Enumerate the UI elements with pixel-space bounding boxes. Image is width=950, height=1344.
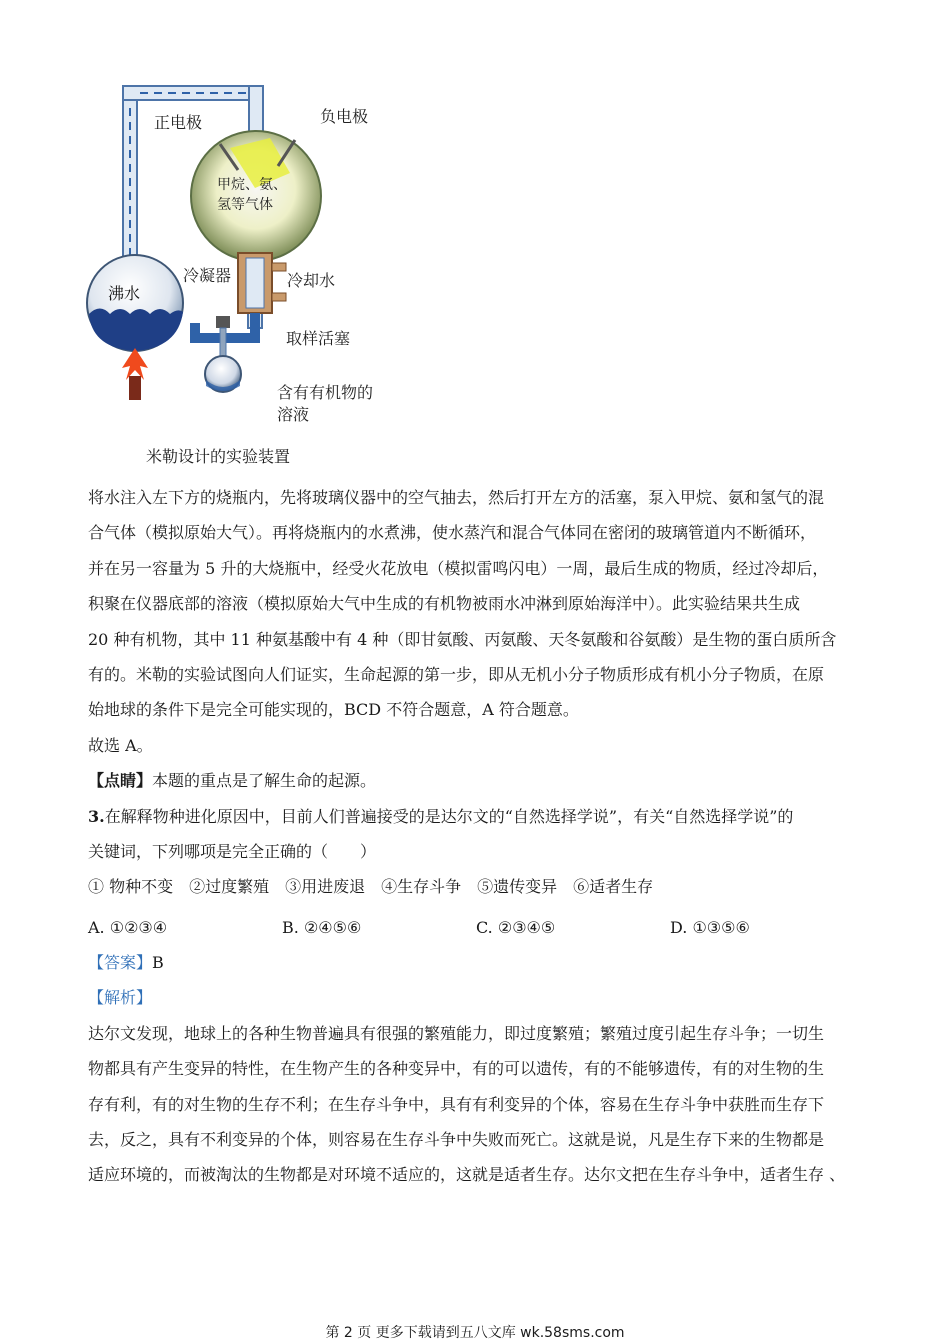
gas-label-line1: 甲烷、氨、: [217, 177, 287, 193]
paragraph-line: 有的。米勒的实验试图向人们证实，生命起源的第一步，即从无机小分子物质形成有机小分子物质，在原: [88, 664, 825, 684]
paragraph-line: 20 种有机物，其中 11 种氨基酸中有 4 种（即甘氨酸、丙氨酸、天冬氨酸和谷氨酸）是生物的蛋白质所含: [88, 629, 837, 649]
paragraph-line: 合气体（模拟原始大气）。再将烧瓶内的水煮沸，使水蒸汽和混合气体同在密闭的玻璃管道内不断循环，: [88, 523, 817, 543]
figure-caption: 米勒设计的实验装置: [146, 447, 291, 466]
analysis-tag: 【解析】: [88, 988, 153, 1008]
analysis-line: 物都具有产生变异的特性，在生物产生的各种变异中，有的可以遗传，有的不能够遗传，有的对生物的生: [88, 1059, 825, 1079]
analysis-line: 达尔文发现，地球上的各种生物普遍具有很强的繁殖能力，即过度繁殖；繁殖过度引起生存斗争；一切生: [88, 1023, 825, 1043]
comment-text: 本题的重点是了解生命的起源。: [152, 771, 377, 791]
answer-section: [88, 945, 868, 1193]
option-letter: D.: [670, 918, 688, 937]
option-d: [670, 918, 750, 937]
analysis-line: 去，反之，具有不利变异的个体，则容易在生存斗争中失败而死亡。这就是说，凡是生存下来的生物都是: [88, 1129, 825, 1149]
question-items: ① 物种不变 ②过度繁殖 ③用进废退 ④生存斗争 ⑤遗传变异 ⑥适者生存: [88, 877, 654, 897]
organic-solution-label-line2: 溶液: [277, 405, 310, 424]
paragraph-line: 积聚在仪器底部的溶液（模拟原始大气中生成的有机物被雨水冲淋到原始海洋中）。此实验结果共生成: [88, 594, 801, 614]
page-footer: 第 2 页 更多下载请到五八文库 wk.58sms.com: [325, 1325, 625, 1341]
organic-solution-label-line1: 含有有机物的: [277, 383, 374, 402]
analysis-line: 存有利，有的对生物的生存不利；在生存斗争中，具有有利变异的个体，容易在生存斗争中获胜而生存下: [88, 1094, 825, 1114]
option-b: [282, 918, 361, 937]
option-letter: A.: [88, 918, 105, 937]
conclusion-line: 故选 A。: [88, 735, 153, 755]
paragraph-line: 将水注入左下方的烧瓶内，先将玻璃仪器中的空气抽去，然后打开左方的活塞，泵入甲烷、氨和氢气的混: [88, 488, 825, 507]
option-text: ②③④⑤: [497, 918, 556, 937]
positive-electrode-label: 正电极: [154, 113, 203, 132]
miller-apparatus-figure: [80, 78, 410, 438]
sampling-valve-label: 取样活塞: [286, 329, 351, 348]
option-text: ①③⑤⑥: [692, 918, 750, 937]
question-line-1: [88, 799, 868, 834]
option-text: ①②③④: [109, 918, 168, 937]
option-letter: B.: [282, 918, 299, 937]
answer-value: B: [152, 953, 164, 972]
question-line-2: 关键词，下列哪项是完全正确的（ ）: [88, 841, 377, 861]
answer-tag: 【答案】: [88, 953, 153, 972]
analysis-line: 适应环境的，而被淘汰的生物都是对环境不适应的，这就是适者生存。达尔文把在生存斗争中，适者生存 、: [88, 1165, 846, 1185]
paragraph-line: 始地球的条件下是完全可能实现的，BCD 不符合题意，A 符合题意。: [88, 700, 579, 720]
condenser-label: 冷凝器: [183, 266, 232, 285]
answer-line: [88, 945, 868, 980]
comment-tag: 【点睛】: [88, 771, 153, 791]
boiling-water-label: 沸水: [108, 284, 141, 303]
question-number: 3.: [88, 806, 105, 826]
comment-line: [88, 763, 868, 798]
question-text-1: 在解释物种进化原因中，目前人们普遍接受的是达尔文的“自然选择学说”，有关“自然选择学说”的: [104, 806, 794, 826]
analysis-continued-paragraph: [88, 480, 868, 905]
option-c: [476, 918, 555, 937]
option-letter: C.: [476, 918, 493, 937]
gas-label-line2: 氢等气体: [217, 197, 273, 213]
negative-electrode-label: 负电极: [320, 107, 369, 126]
cooling-water-label: 冷却水: [287, 271, 336, 290]
paragraph-line: 并在另一容量为 5 升的大烧瓶中，经受火花放电（模拟雷鸣闪电）一周，最后生成的物质，经过冷却后，: [88, 558, 829, 578]
option-text: ②④⑤⑥: [303, 918, 362, 937]
option-a: [88, 918, 167, 937]
